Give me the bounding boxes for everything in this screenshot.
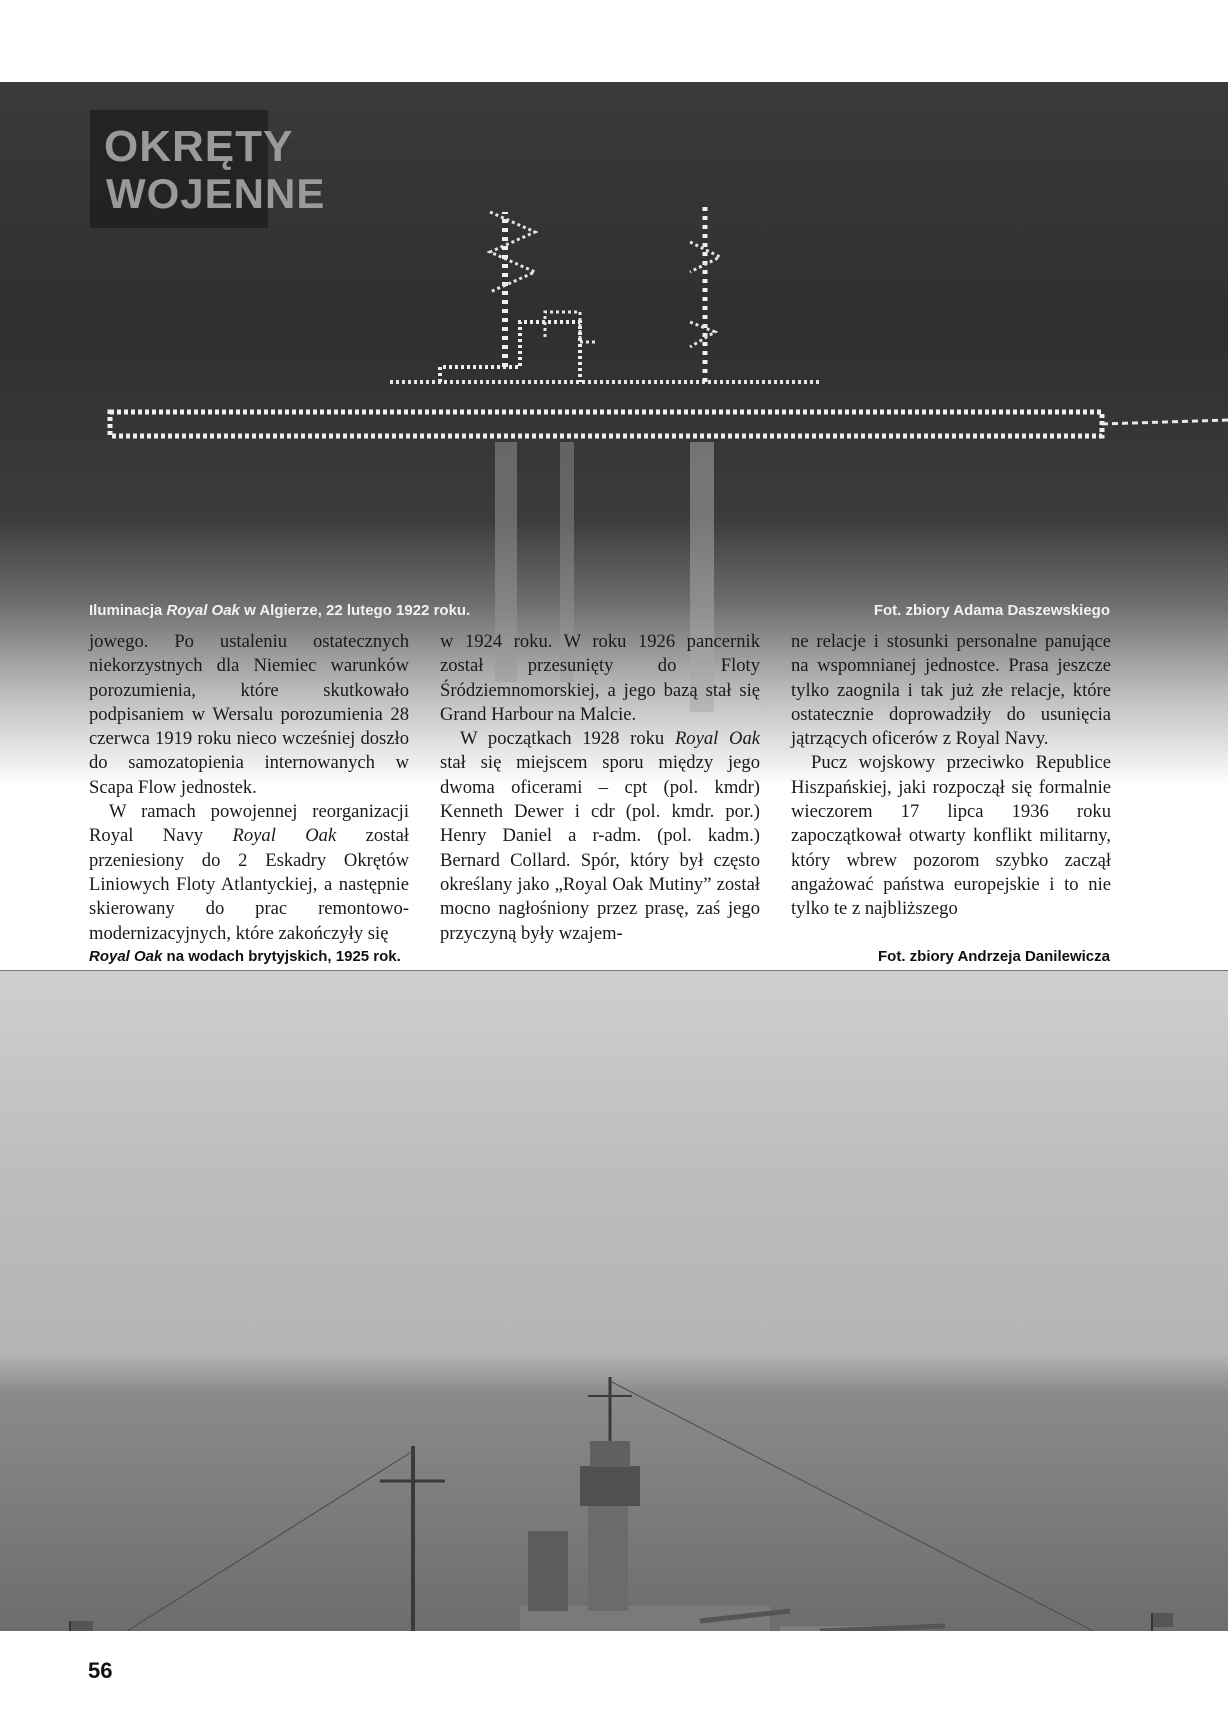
text-run: stał się miejscem sporu między jego dwoma oficerami – cpt (pol. kmdr) Kenneth Dewer i cdr (pol. kmdr. por.) Henry Daniel a r-adm. (pol. kadm.) Bernard Collard. Spór, który był często określany jako „Royal Oak Mutiny” został mocno nagłośniony przez prasę, zaś jego przyczyną były wzajem- bbox=[440, 752, 760, 944]
top-photo-caption bbox=[89, 602, 470, 619]
paragraph: jowego. Po ustaleniu ostatecznych niekorzystnych dla Niemiec warunków porozumienia, które skutkowało podpisaniem w Wersalu porozumienia 28 czerwca 1919 roku nieco wcześniej doszło do samozatopienia internowanych w Scapa Flow jednostek. bbox=[89, 631, 409, 798]
bottom-photo-credit: Fot. zbiory Andrzeja Danilewicza bbox=[878, 948, 1110, 965]
logo-line-2: WOJENNE bbox=[106, 170, 326, 217]
column-2 bbox=[440, 630, 760, 942]
paragraph bbox=[89, 800, 409, 946]
caption-ship-name: Royal Oak bbox=[166, 602, 240, 619]
caption-suffix: na wodach brytyjskich, 1925 rok. bbox=[162, 948, 401, 965]
logo-line-1: OKRĘTY bbox=[104, 122, 294, 171]
paragraph bbox=[440, 727, 760, 946]
top-photo-credit: Fot. zbiory Adama Daszewskiego bbox=[873, 602, 1110, 619]
magazine-logo bbox=[90, 110, 326, 228]
ship-name: Royal Oak bbox=[674, 728, 760, 750]
paragraph: w 1924 roku. W roku 1926 pancernik został przesunięty do Floty Śródziemnomorskiej, a jego bazą stał się Grand Harbour na Malcie. bbox=[440, 631, 760, 725]
paragraph: ne relacje i stosunki personalne panujące na wspomnianej jednostce. Prasa jeszcze tylko zaognila i tak już złe relacje, które ostatecznie doprowadziły do usunięcia jątrzących oficerów z Royal Navy. bbox=[791, 631, 1111, 750]
paragraph: Pucz wojskowy przeciwko Republice Hiszpańskiej, jaki rozpoczął się formalnie wieczorem 17 lipca 1936 roku zapoczątkował otwarty konflikt militarny, który wbrew pozorom szybko zaczął angażować państwa europejskie i to nie tylko te z najbliższego bbox=[791, 752, 1111, 920]
text-run: W ramach powojennej reorganizacji Royal Navy bbox=[89, 801, 409, 847]
column-3 bbox=[791, 630, 1111, 942]
text-run: został przeniesiony do 2 Eskadry Okrętów Liniowych Floty Atlantyckiej, a następnie skierowany do prac remontowo-modernizacyjnych, które zakończyły się bbox=[89, 825, 409, 944]
text-run: W początkach 1928 roku bbox=[460, 728, 675, 750]
battleship-photo bbox=[0, 970, 1228, 1631]
battleship-illustration bbox=[0, 971, 1228, 1631]
bottom-photo-caption bbox=[89, 948, 401, 965]
caption-prefix: Iluminacja bbox=[89, 602, 167, 619]
page-number: 56 bbox=[88, 1658, 113, 1683]
article-body bbox=[89, 630, 1111, 942]
caption-suffix: w Algierze, 22 lutego 1922 roku. bbox=[239, 602, 471, 619]
caption-ship-name: Royal Oak bbox=[89, 948, 163, 965]
ship-name: Royal Oak bbox=[232, 825, 337, 847]
column-1 bbox=[89, 630, 409, 942]
